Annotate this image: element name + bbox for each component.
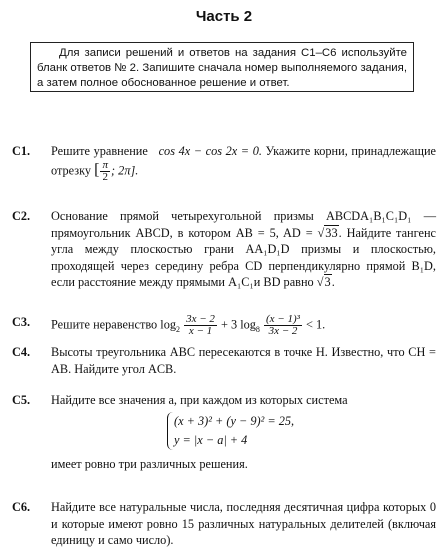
task-c6 bbox=[12, 499, 436, 549]
task-c3 bbox=[12, 314, 436, 337]
equation: y = |x − a| + 4 bbox=[174, 432, 248, 447]
task-c2 bbox=[12, 208, 436, 291]
equation-system bbox=[167, 412, 436, 450]
task-body: Найдите все натуральные числа, последняя десятичная цифра которых 0 и которые имеют ровно 15 различных натуральных делителей (включая единицу и само число). bbox=[51, 500, 436, 547]
task-number: С1. bbox=[12, 144, 31, 158]
sqrt-value: 3 bbox=[324, 275, 331, 289]
task-c4 bbox=[12, 344, 436, 377]
fraction: $\frac{3x - 2}{x - 1}$ bbox=[186, 313, 215, 337]
page-title: Часть 2 bbox=[195, 8, 253, 25]
task-number: С2. bbox=[12, 209, 31, 223]
task-body: Решите уравнение cos 4x − cos 2x = 0. Укажите корни, принадлежащие отрезку [ $\frac{\pi}{2}$ ; 2π]. bbox=[51, 144, 437, 183]
instructions-box bbox=[30, 42, 414, 92]
task-body: Основание прямой четырехугольной призмы ABCDA₁B₁C₁D₁ — прямоугольник ABCD, в котором AB = 5, AD = √33. Найдите тангенс угла между плоскостью грани AA₁D₁D призмы и плоскостью, проходящей через середину ребра CD перпендикулярно прямой B₁D, если расстояние между прямыми A₁C₁и BD равно √3. bbox=[51, 209, 436, 289]
task-c5 bbox=[12, 392, 436, 472]
sqrt-value: 33 bbox=[325, 225, 338, 240]
task-number: С4. bbox=[12, 345, 31, 359]
fraction: $\frac{\pi}{2}$ bbox=[102, 158, 108, 183]
task-c1 bbox=[12, 143, 436, 183]
task-body: Высоты треугольника ABC пересекаются в точке H. Известно, что CH = AB. Найдите угол ACB. bbox=[51, 345, 436, 376]
task-number: С6. bbox=[12, 500, 31, 514]
fraction: $\frac{\text{(x − 1)³}}{3x - 2}$ bbox=[266, 313, 300, 337]
task-number: С5. bbox=[12, 393, 31, 407]
task-number: С3. bbox=[12, 315, 31, 329]
equation: cos 4x − cos 2x = 0. bbox=[158, 144, 262, 158]
equation: (x + 3)² + (y − 9)² = 25, bbox=[174, 413, 295, 428]
task-body: Решите неравенство $\log_2$ $\frac{3x - 2}{x - 1}$ + 3 $\log_8$ $\frac{\text{(x − 1)³}}{3x - 2}$ < 1. bbox=[51, 313, 326, 337]
instructions-text: Для записи решений и ответов на задания С1–С6 используйте бланк ответов № 2. Запишите сначала номер выполняемого задания, а затем полное обоснованное решение и ответ. bbox=[37, 47, 407, 89]
task-body: Найдите все значения a, при каждом из которых система (x + 3)² + (y − 9)² = 25, y = |x − a| + 4 имеет ровно три различных решения. bbox=[51, 392, 436, 472]
